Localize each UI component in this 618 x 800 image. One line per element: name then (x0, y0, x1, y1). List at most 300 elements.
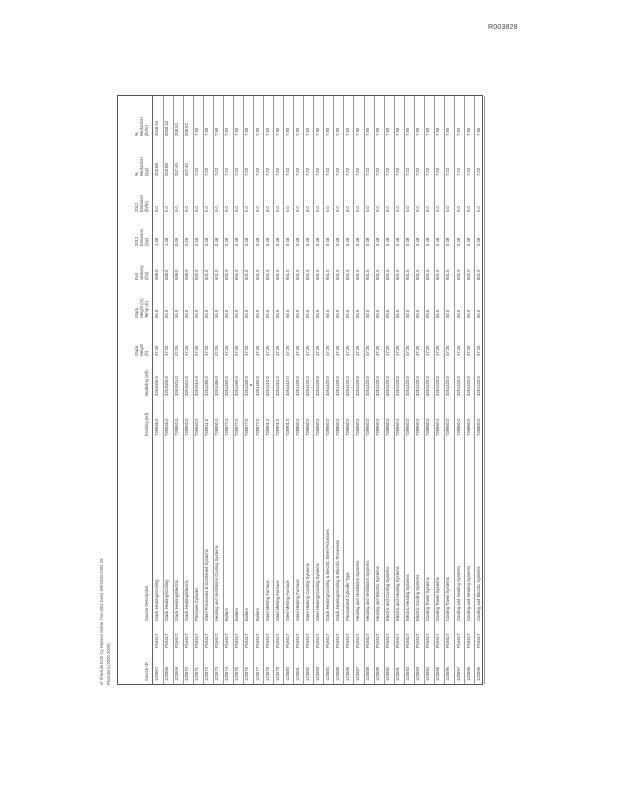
table-cell: 0.09 (184, 237, 190, 246)
table-cell: Electric Cooling Systems (415, 574, 421, 621)
table-cell: 7.02 (244, 167, 250, 176)
table-cell: 728877.0 (254, 418, 260, 436)
table-cell: P16617 (234, 633, 240, 648)
table-cell: Stack Heating/Cooling (154, 579, 159, 621)
table-cell: 3261460.0 (244, 376, 250, 396)
table-cell: 0.48 (334, 237, 340, 246)
table-cell: 123591 (395, 667, 401, 681)
table-cell: 55.0 (204, 309, 210, 318)
table-cell: 7.02 (264, 167, 270, 176)
table-cell: 7.90 (435, 127, 441, 136)
table-cell: 55.0 (154, 309, 159, 318)
table-cell: 208.52 (184, 123, 190, 136)
table-cell: Steel Melting Furnace (274, 580, 280, 621)
table-cell: 55.0 (284, 309, 290, 318)
table-cell: 588.0 (154, 269, 159, 280)
table-cell: 3261420.0 (395, 376, 401, 396)
table-cell: 728860.0 (314, 418, 320, 436)
table-cell: 3261420.0 (294, 376, 300, 396)
table-header (118, 96, 153, 684)
table-cell: P16617 (264, 633, 270, 648)
column-header-line: Stack (134, 307, 139, 318)
table-cell: P16617 (344, 633, 350, 648)
table-cell: 47.26 (164, 345, 170, 356)
table-cell: 3261420.0 (365, 376, 371, 396)
table-cell: 0.0 (405, 206, 411, 212)
table-cell: 0.0 (284, 206, 290, 212)
table-cell: 3261420.0 (475, 376, 481, 396)
table-cell: 47.26 (294, 345, 300, 356)
table-cell: 0.48 (274, 237, 280, 246)
table-cell: 7.02 (475, 167, 481, 176)
table-cell: 0.0 (465, 206, 471, 212)
table-cell: Pressurized Cylinder Type (344, 572, 350, 621)
table-cell: 3261501.0 (184, 376, 190, 396)
table-cell: 55.0 (324, 309, 330, 318)
table-cell: P16617 (194, 633, 200, 648)
table-cell: 601.0 (415, 269, 421, 280)
table-cell: 55.0 (264, 309, 270, 318)
table-cell: 728946.0 (164, 418, 170, 436)
table-cell: 123577 (254, 667, 260, 681)
table-cell: 55.0 (465, 309, 471, 318)
table-cell: 7.90 (294, 127, 300, 136)
table-cell: 0.0 (254, 206, 260, 212)
table-cell: 7.02 (194, 167, 200, 176)
table-cell: P16617 (244, 633, 250, 648)
table-cell: 601.0 (455, 269, 461, 280)
table-cell: 7.90 (395, 127, 401, 136)
table-cell: Cooling Tower Systems (445, 577, 451, 621)
table-cell: 47.26 (184, 345, 190, 356)
table-cell: 47.26 (314, 345, 320, 356)
table-cell: P16617 (154, 633, 159, 648)
column-header (145, 400, 150, 436)
table-cell: P16617 (224, 633, 230, 648)
table-cell: 7.90 (314, 127, 320, 136)
table-cell: 0.0 (355, 206, 360, 212)
table-cell: 55.0 (194, 309, 200, 318)
table-cell: 3261420.0 (375, 376, 381, 396)
table-cell: Heating and Ventilation Systems (355, 560, 360, 621)
table-cell: 728946.0 (154, 418, 159, 436)
table-cell: 3261501.0 (174, 376, 180, 396)
table-cell: 601.0 (435, 269, 441, 280)
table-cell: 7.90 (445, 127, 451, 136)
column-header-line: Existing (ed) (144, 412, 149, 436)
table-cell: 7.90 (194, 127, 200, 136)
table-cell: 0.0 (214, 206, 220, 212)
table-cell: P16617 (445, 633, 451, 648)
table-cell: 7.90 (334, 127, 340, 136)
table-cell: 601.0 (274, 269, 280, 280)
table-cell: 207.40 (184, 163, 190, 176)
table-cell: Cooling Tower Systems (435, 577, 441, 621)
table-cell: P16617 (204, 633, 210, 648)
table-cell: 55.0 (435, 309, 441, 318)
table-cell: 7.90 (234, 127, 240, 136)
table-cell: Steel Heating Furnace (294, 579, 300, 621)
table-cell: 0.0 (395, 206, 401, 212)
table-cell: P16617 (294, 633, 300, 648)
table-cell: 47.26 (174, 345, 180, 356)
table-cell: Boilers (224, 608, 230, 621)
table-cell: 601.0 (214, 269, 220, 280)
table-cell: 0.48 (395, 237, 401, 246)
table-cell: 728860.0 (465, 418, 471, 436)
table-cell: 47.26 (344, 345, 350, 356)
table-cell: 601.0 (264, 269, 270, 280)
column-header-line: Height (m) (139, 298, 144, 318)
table-cell: 47.26 (154, 345, 159, 356)
table-cell: Cooling and Electric Systems (475, 566, 481, 621)
column-header-line: Temp (K) (144, 301, 149, 318)
table-cell: 47.26 (234, 345, 240, 356)
table-cell: Steel Melting Furnace (284, 580, 290, 621)
table-cell: 123573 (214, 667, 220, 681)
table-cell: P16617 (274, 633, 280, 648)
table-cell: 123579 (274, 667, 280, 681)
table-cell: 55.0 (385, 309, 391, 318)
column-header-line: Source ID (144, 662, 149, 681)
table-cell: 55.0 (375, 309, 381, 318)
table-cell: 123572 (204, 667, 210, 681)
table-cell: 123593 (415, 667, 421, 681)
table-cell: 7.90 (214, 127, 220, 136)
table-cell: 203.88 (154, 163, 159, 176)
table-cell: 3261420.0 (445, 376, 451, 396)
table-cell: 47.26 (324, 345, 330, 356)
table-cell: 0.0 (264, 206, 270, 212)
table-cell: 0.0 (224, 206, 230, 212)
table-cell: 0.0 (334, 206, 340, 212)
table-cell: 3261460.0 (254, 376, 260, 396)
table-cell: 601.0 (304, 269, 310, 280)
table-cell: 47.26 (264, 345, 270, 356)
table-cell: 728901.0 (274, 418, 280, 436)
table-cell: 123568 (164, 667, 170, 681)
table-cell: 3261460.0 (224, 376, 230, 396)
column-header-line: Height (139, 343, 144, 356)
table-cell: 0.48 (475, 237, 481, 246)
column-header-line: Reduction (139, 117, 144, 136)
table-cell: P16617 (475, 633, 481, 648)
table-cell: 0.48 (375, 237, 381, 246)
table-cell: Steel Melting Furnace (264, 580, 270, 621)
table-cell: 47.26 (194, 345, 200, 356)
table-cell: 123597 (455, 667, 461, 681)
table-cell: 47.26 (304, 345, 310, 356)
table-cell: 0.48 (455, 237, 461, 246)
table-cell: 7.90 (284, 127, 290, 136)
table-cell: 728850.0 (214, 418, 220, 436)
table-cell: Cooling and Heating Systems (465, 565, 471, 621)
table-cell: 0.0 (365, 206, 371, 212)
table-cell: 47.26 (204, 345, 210, 356)
table-cell: 728860.0 (385, 418, 391, 436)
table-cell: 0.48 (244, 237, 250, 246)
table-cell: 123599 (475, 667, 481, 681)
table-cell: 7.02 (445, 167, 451, 176)
table-cell: 0.48 (344, 237, 350, 246)
table-cell: 55.0 (344, 309, 350, 318)
table-cell: 728860.0 (405, 418, 411, 436)
table-cell: 728860.0 (365, 418, 371, 436)
table-cell: P16617 (164, 633, 170, 648)
table-cell: 1.38 (154, 237, 159, 246)
table-cell: 47.26 (274, 345, 280, 356)
table-cell: 47.26 (254, 345, 260, 356)
table-cell: 47.26 (365, 345, 371, 356)
table-cell: 601.0 (375, 269, 381, 280)
table-cell: 3261420.0 (425, 376, 431, 396)
column-header-line: Stack (134, 345, 139, 356)
table-cell: 601.0 (334, 269, 340, 280)
column-header (145, 446, 150, 621)
table-cell: 3261420.0 (385, 376, 391, 396)
table-cell: 47.26 (405, 345, 411, 356)
document-id: R003828 (488, 24, 518, 31)
table-cell: 7.90 (455, 127, 461, 136)
table-cell: 0.48 (425, 237, 431, 246)
table-cell: 728862.0 (174, 418, 180, 436)
table-cell: P16617 (425, 633, 431, 648)
table-cell: 7.02 (294, 167, 300, 176)
table-cell: 3261420.0 (415, 376, 421, 396)
table-cell: 7.90 (405, 127, 411, 136)
table-cell: Cooling and Heating Systems (455, 565, 461, 621)
table-cell: 728877.0 (234, 418, 240, 436)
column-header (135, 180, 150, 212)
table-cell: 123578 (264, 667, 270, 681)
table-cell: 55.0 (224, 309, 230, 318)
table-cell: 3261486.0 (214, 376, 220, 396)
column-header-line: (tpy) (144, 237, 149, 246)
table-cell: 123588 (365, 667, 371, 681)
table-cell: 123598 (465, 667, 471, 681)
table-cell: 0.0 (304, 206, 310, 212)
table-cell: 601.0 (365, 269, 371, 280)
table-cell: 123595 (435, 667, 441, 681)
table-cell: 3261420.0 (465, 376, 471, 396)
table-cell: 55.0 (355, 309, 360, 318)
table-cell: 7.02 (324, 167, 330, 176)
table-cell: 3261420.0 (344, 376, 350, 396)
table-cell: 7.02 (365, 167, 371, 176)
table-cell: 7.90 (385, 127, 391, 136)
table-cell: 47.26 (475, 345, 481, 356)
table-cell: 208.52 (174, 123, 180, 136)
table-cell: 7.90 (465, 127, 471, 136)
table-cell: 0.48 (224, 237, 230, 246)
table-cell: Electric Heating Systems (405, 574, 411, 621)
table-cell: 3261495.0 (204, 376, 210, 396)
table-cell: 55.0 (174, 309, 180, 318)
table-cell: 601.0 (475, 269, 481, 280)
table-cell: 55.0 (254, 309, 260, 318)
table-cell: 0.0 (445, 206, 451, 212)
column-header-line: Source Description (144, 585, 149, 621)
table-cell: 3261420.0 (455, 376, 461, 396)
table-cell: Boilers (254, 608, 260, 621)
table-cell: 601.0 (254, 269, 260, 280)
table-cell: Stack Heating/Electric (184, 580, 190, 621)
table-cell: 0.0 (324, 206, 330, 212)
table-cell: 123590 (385, 667, 391, 681)
table-cell: 728860.0 (294, 418, 300, 436)
table-cell: 0.0 (475, 206, 481, 212)
table-cell: 7.02 (314, 167, 320, 176)
table-cell: P16617 (184, 633, 190, 648)
table-cell: 123585 (334, 667, 340, 681)
table-cell: 601.0 (465, 269, 471, 280)
table-cell: 55.0 (395, 309, 401, 318)
table-cell: 7.02 (395, 167, 401, 176)
table-cell: 728860.0 (334, 418, 340, 436)
table-cell: 7.02 (425, 167, 431, 176)
table-cell: 55.0 (184, 309, 190, 318)
column-header (145, 360, 150, 396)
table-cell: 728860.0 (375, 418, 381, 436)
table-cell: Stack Heating/Cooling & Electric Steel Processes (324, 529, 330, 621)
table-cell: 3261514.0 (194, 376, 200, 396)
column-header (145, 624, 150, 648)
table-cell: 7.02 (334, 167, 340, 176)
table-cell: 123584 (324, 667, 330, 681)
column-header-line: Reduction (139, 157, 144, 176)
table-cell: 3261420.0 (435, 376, 441, 396)
table-cell: 728860.0 (425, 418, 431, 436)
table-cell: 123569 (174, 667, 180, 681)
table-cell: 3261420.0 (355, 376, 360, 396)
table-cell: 601.0 (234, 269, 240, 280)
table-cell: 0.48 (385, 237, 391, 246)
table-cell: Pressure Cylinder (194, 587, 200, 621)
table-cell: 0.0 (204, 206, 210, 212)
table-cell: Heating and Ventilation Systems (365, 560, 371, 621)
table-cell: 55.0 (214, 309, 220, 318)
table-cell: 3261420.0 (405, 376, 411, 396)
table-cell: 7.02 (415, 167, 421, 176)
table-row (474, 96, 486, 684)
table-cell: Heating and Electric Systems (375, 566, 381, 621)
table-cell: 601.0 (344, 269, 350, 280)
table-cell: 0.48 (264, 237, 270, 246)
table-cell: 47.26 (395, 345, 401, 356)
table-cell: 7.90 (254, 127, 260, 136)
column-header-line: (ft) (144, 350, 149, 356)
table-cell: 203.88 (164, 163, 170, 176)
table-cell: 601.0 (425, 269, 431, 280)
column-header-line: Emission (139, 195, 144, 212)
table-cell: P16617 (395, 633, 401, 648)
table-cell: 601.0 (204, 269, 210, 280)
table-cell: 123574 (224, 667, 230, 681)
table-cell: 1.38 (164, 237, 170, 246)
table-cell: 47.26 (214, 345, 220, 356)
table-cell: 47.26 (355, 345, 360, 356)
table-cell: Boilers (244, 608, 250, 621)
table-cell: 0.48 (405, 237, 411, 246)
table-cell: P16617 (365, 633, 371, 648)
table-cell: 601.0 (355, 269, 360, 280)
table-cell: 55.0 (475, 309, 481, 318)
table-cell: 7.90 (475, 127, 481, 136)
table-cell: 47.26 (375, 345, 381, 356)
table-cell: 0.0 (415, 206, 421, 212)
column-header-line (145, 624, 150, 648)
table-cell: 7.90 (274, 127, 280, 136)
table-cell: 55.0 (294, 309, 300, 318)
table-cell: 7.02 (375, 167, 381, 176)
table-cell: 123575 (234, 667, 240, 681)
table-cell: 728860.0 (324, 418, 330, 436)
column-header-line: (ft/s) (144, 271, 149, 280)
column-header-line: (tpy) (144, 167, 149, 176)
table-cell: Electric and Heating Systems (395, 566, 401, 621)
table-cell: P16617 (314, 633, 320, 648)
table-cell: 728860.0 (304, 418, 310, 436)
table-cell: P16617 (455, 633, 461, 648)
table-cell: 7.90 (365, 127, 371, 136)
column-header (135, 250, 150, 280)
table-cell: Steel Heating/Cooling Systems (314, 563, 320, 621)
table-cell: 123589 (375, 667, 381, 681)
table-cell: Steel Heating Cooling Systems (304, 563, 310, 621)
table-cell: 7.02 (254, 167, 260, 176)
table-cell: 0.0 (435, 206, 441, 212)
table-cell: 123596 (445, 667, 451, 681)
table-cell: 7.90 (344, 127, 350, 136)
table-cell: 0.48 (284, 237, 290, 246)
table-cell: 3261420.0 (304, 376, 310, 396)
table-cell: 728860.0 (415, 418, 421, 436)
table-cell: 0.48 (415, 237, 421, 246)
table-cell: 601.0 (324, 269, 330, 280)
table-cell: 7.02 (274, 167, 280, 176)
table-cell: 0.48 (294, 237, 300, 246)
table-cell: 123583 (314, 667, 320, 681)
table-cell: 47.26 (435, 345, 441, 356)
table-cell: 3261506.0 (154, 376, 159, 396)
table-cell: 3261460.0 (234, 376, 240, 396)
table-cell: 0.48 (304, 237, 310, 246)
table-cell: 0.0 (294, 206, 300, 212)
table-cell: 123592 (405, 667, 411, 681)
table-subcaption: Pestrated (2000 2009) (106, 643, 111, 685)
table-cell: 47.26 (455, 345, 461, 356)
table-cell: 601.0 (395, 269, 401, 280)
table-cell: 123576 (244, 667, 250, 681)
table-cell: 7.02 (284, 167, 290, 176)
table-cell: 47.26 (425, 345, 431, 356)
table-cell: 55.0 (244, 309, 250, 318)
table-cell: P16617 (334, 633, 340, 648)
table-cell: 601.0 (244, 269, 250, 280)
table-cell: 0.0 (455, 206, 461, 212)
table-cell: 2048.52 (154, 120, 159, 136)
table-cell: 0.0 (194, 206, 200, 212)
table-cell: P16617 (415, 633, 421, 648)
table-cell: 0.48 (324, 237, 330, 246)
column-header-line: (lb/hr) (144, 201, 149, 212)
table-cell: 601.0 (445, 269, 451, 280)
table-cell: 598.0 (174, 269, 180, 280)
table-cell: 7.90 (204, 127, 210, 136)
table-cell: 55.0 (274, 309, 280, 318)
table-cell: 55.0 (455, 309, 461, 318)
table-cell: 47.26 (385, 345, 391, 356)
